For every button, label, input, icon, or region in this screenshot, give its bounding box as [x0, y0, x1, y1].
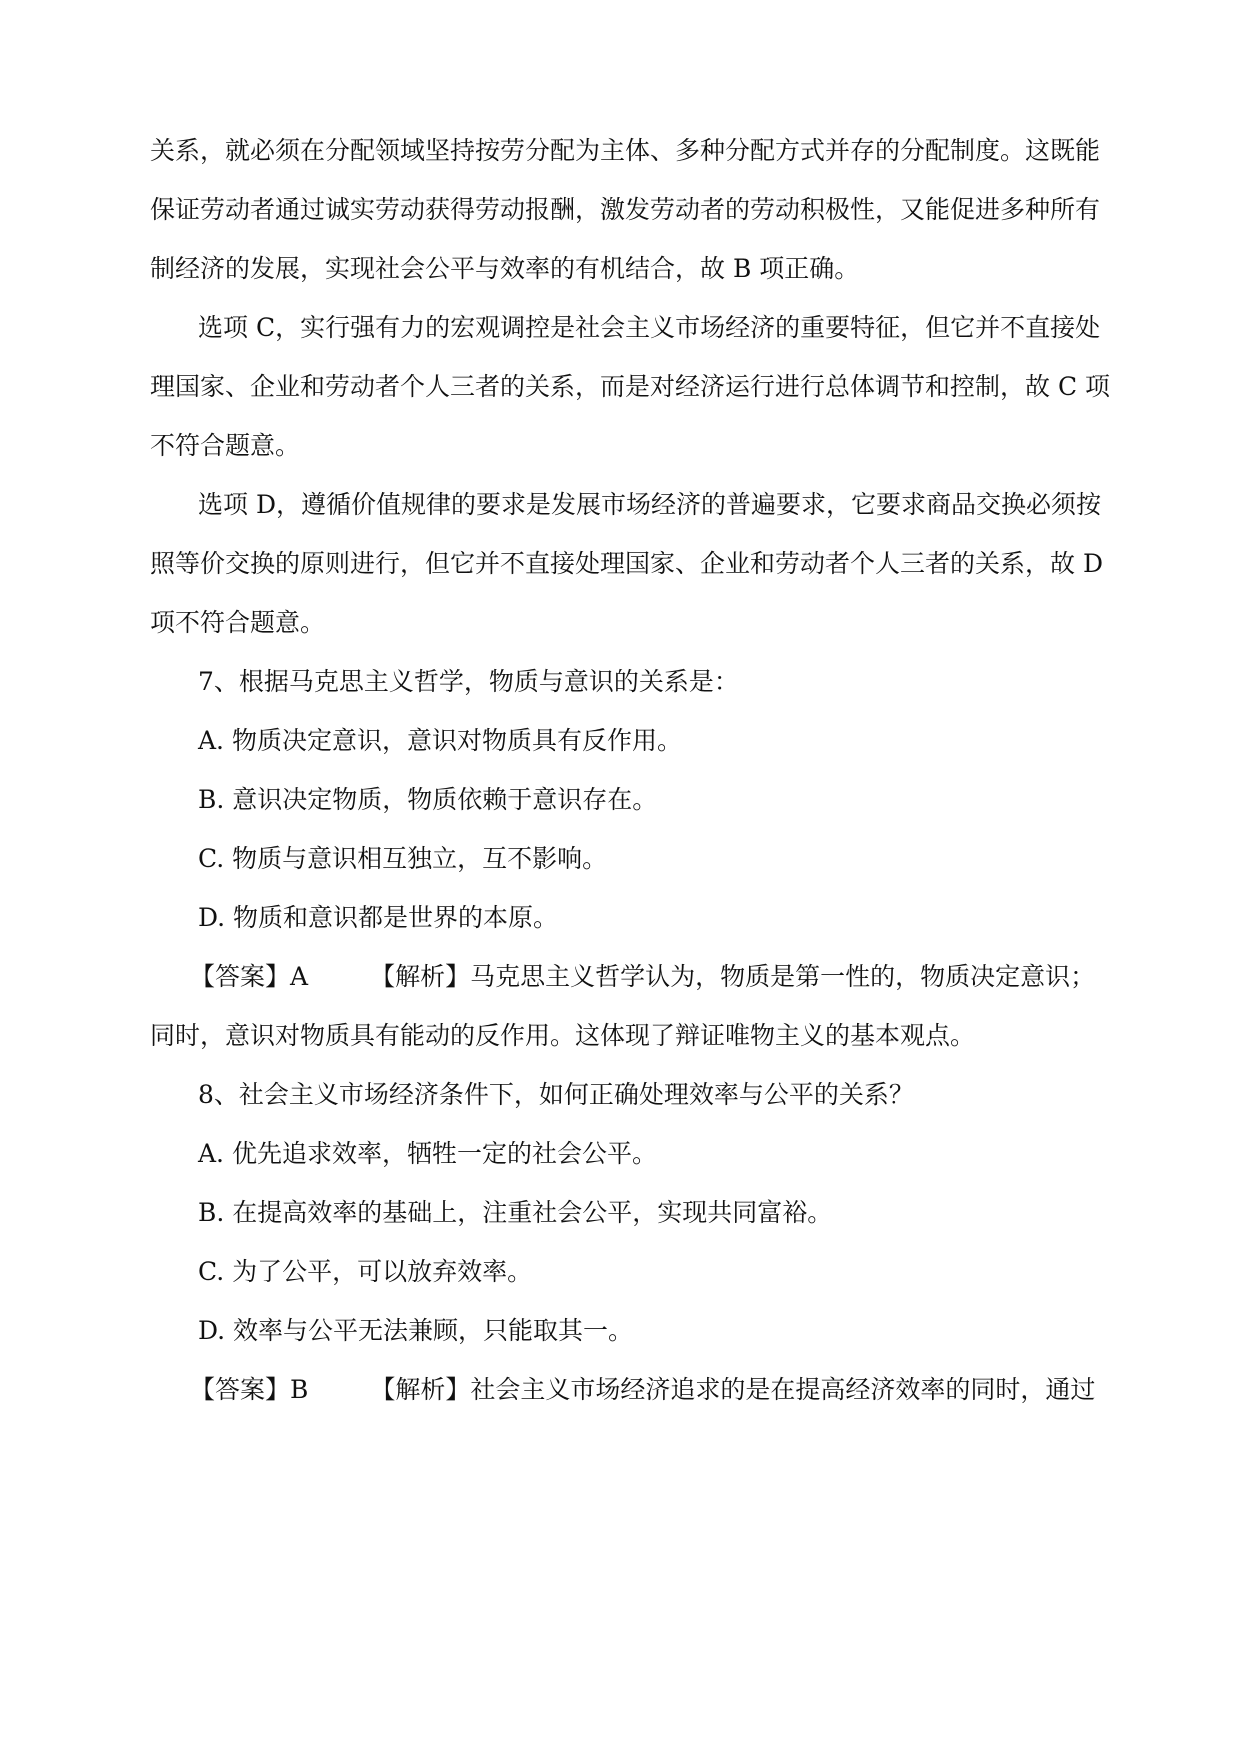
q7-option-d: D. 物质和意识都是世界的本原。	[198, 903, 559, 932]
q7-analysis-cont: 同时，意识对物质具有能动的反作用。这体现了辩证唯物主义的基本观点。	[150, 1021, 976, 1050]
q8-answer: 【答案】B	[190, 1375, 309, 1404]
q7-answer: 【答案】A	[190, 962, 309, 991]
q7-analysis: 【解析】马克思主义哲学认为，物质是第一性的，物质决定意识；	[370, 962, 1096, 991]
paragraph-line: 关系，就必须在分配领域坚持按劳分配为主体、多种分配方式并存的分配制度。这既能	[150, 136, 1101, 165]
q8-option-a: A. 优先追求效率，牺牲一定的社会公平。	[198, 1139, 657, 1168]
q8-analysis: 【解析】社会主义市场经济追求的是在提高经济效率的同时，通过	[370, 1375, 1096, 1404]
paragraph-line: 项不符合题意。	[150, 608, 326, 637]
q7-option-a: A. 物质决定意识，意识对物质具有反作用。	[198, 726, 682, 755]
paragraph-line: 选项 D，遵循价值规律的要求是发展市场经济的普遍要求，它要求商品交换必须按	[198, 490, 1101, 519]
question-7-text: 7、根据马克思主义哲学，物质与意识的关系是：	[198, 667, 739, 696]
q8-option-b: B. 在提高效率的基础上，注重社会公平，实现共同富裕。	[198, 1198, 833, 1227]
q7-answer-row	[190, 961, 1095, 993]
q8-option-c: C. 为了公平，可以放弃效率。	[198, 1257, 533, 1286]
paragraph-line: 不符合题意。	[150, 431, 301, 460]
q7-option-c: C. 物质与意识相互独立，互不影响。	[198, 844, 608, 873]
paragraph-line: 理国家、企业和劳动者个人三者的关系，而是对经济运行进行总体调节和控制，故 C 项	[150, 372, 1111, 401]
paragraph-line: 照等价交换的原则进行，但它并不直接处理国家、企业和劳动者个人三者的关系，故 D	[150, 549, 1103, 578]
paragraph-line: 保证劳动者通过诚实劳动获得劳动报酬，激发劳动者的劳动积极性，又能促进多种所有	[150, 195, 1101, 224]
question-8-text: 8、社会主义市场经济条件下，如何正确处理效率与公平的关系？	[198, 1080, 914, 1109]
q8-answer-row	[190, 1374, 1095, 1406]
q8-option-d: D. 效率与公平无法兼顾，只能取其一。	[198, 1316, 634, 1345]
q7-option-b: B. 意识决定物质，物质依赖于意识存在。	[198, 785, 658, 814]
paragraph-line: 选项 C，实行强有力的宏观调控是社会主义市场经济的重要特征，但它并不直接处	[198, 313, 1101, 342]
paragraph-line: 制经济的发展，实现社会公平与效率的有机结合，故 B 项正确。	[150, 254, 860, 283]
